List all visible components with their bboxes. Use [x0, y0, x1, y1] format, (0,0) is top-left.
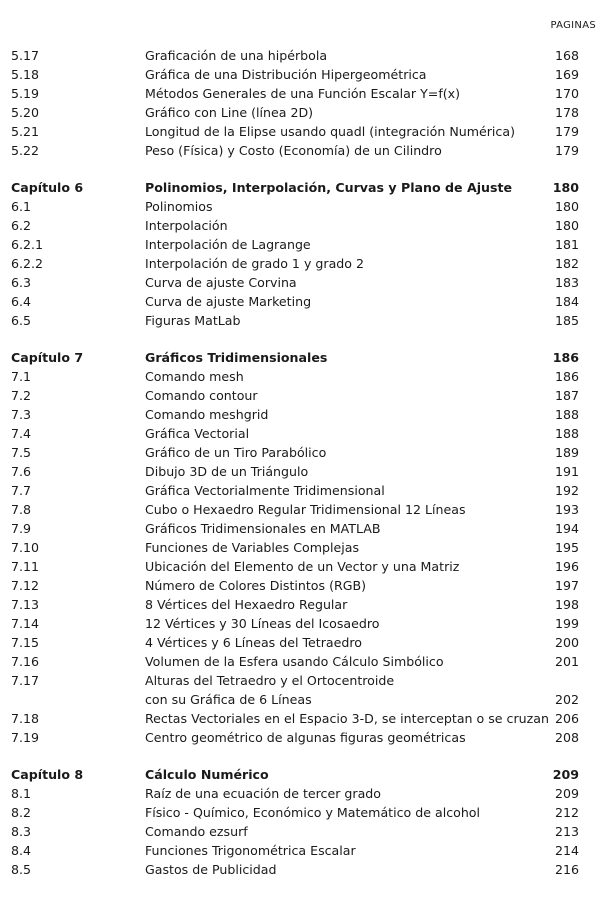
entry-title: Interpolación: [145, 218, 228, 233]
entry-page: 206: [554, 711, 579, 726]
entry-number: 7.2: [11, 388, 32, 403]
entry-title: Interpolación de grado 1 y grado 2: [145, 256, 365, 271]
entry-number: 8.4: [11, 843, 32, 858]
section-gap: [0, 330, 600, 348]
entry-title: Ubicación del Elemento de un Vector y una Matriz: [145, 559, 460, 574]
entry-title: Raíz de una ecuación de tercer grado: [145, 786, 381, 801]
toc-entry: [0, 822, 600, 841]
entry-page: 194: [554, 521, 579, 536]
entry-page: 182: [554, 256, 579, 271]
chapter-number: Capítulo 6: [11, 180, 84, 195]
entry-number: 6.1: [11, 199, 32, 214]
toc-entry: [0, 386, 600, 405]
toc-entry: [0, 803, 600, 822]
entry-number: 8.3: [11, 824, 32, 839]
entry-number: 6.4: [11, 294, 32, 309]
entry-page: 212: [554, 805, 579, 820]
toc-entry: [0, 292, 600, 311]
toc-entry: [0, 481, 600, 500]
entry-page: 188: [554, 407, 579, 422]
toc-entry: [0, 141, 600, 160]
entry-number: 7.3: [11, 407, 32, 422]
entry-title: Polinomios: [145, 199, 213, 214]
entry-number: 5.18: [11, 67, 40, 82]
entry-page: 169: [554, 67, 579, 82]
entry-title: Gráfica de una Distribución Hipergeométrica: [145, 67, 427, 82]
entry-page: 178: [554, 105, 579, 120]
chapter-title: Cálculo Numérico: [145, 767, 269, 782]
entry-page: 180: [554, 218, 579, 233]
entry-number: 6.2.1: [11, 237, 44, 252]
entry-title: Gráfico con Line (línea 2D): [145, 105, 314, 120]
toc-entry: [0, 671, 600, 690]
entry-number: 7.16: [11, 654, 40, 669]
entry-title: 12 Vértices y 30 Líneas del Icosaedro: [145, 616, 380, 631]
entry-number: 6.2.2: [11, 256, 44, 271]
entry-title: Curva de ajuste Corvina: [145, 275, 297, 290]
entry-page: 200: [554, 635, 579, 650]
entry-page: 195: [554, 540, 579, 555]
entry-page: 180: [554, 199, 579, 214]
entry-title: Rectas Vectoriales en el Espacio 3-D, se interceptan o se cruzan: [145, 711, 549, 726]
entry-page: 201: [554, 654, 579, 669]
pages-column-header: PAGINAS: [550, 20, 596, 31]
entry-title: Cubo o Hexaedro Regular Tridimensional 12 Líneas: [145, 502, 466, 517]
entry-number: 7.14: [11, 616, 40, 631]
section-gap: [0, 160, 600, 178]
entry-title: Funciones de Variables Complejas: [145, 540, 360, 555]
entry-number: 7.15: [11, 635, 40, 650]
entry-page: 185: [554, 313, 579, 328]
table-of-contents: [0, 46, 600, 879]
toc-entry: [0, 519, 600, 538]
toc-entry: [0, 633, 600, 652]
entry-title: 4 Vértices y 6 Líneas del Tetraedro: [145, 635, 362, 650]
entry-page: 179: [554, 124, 579, 139]
entry-number: 5.21: [11, 124, 40, 139]
entry-number: 7.11: [11, 559, 40, 574]
chapter-number: Capítulo 8: [11, 767, 84, 782]
toc-entry: [0, 367, 600, 386]
entry-title: Longitud de la Elipse usando quadl (integración Numérica): [145, 124, 515, 139]
toc-entry: [0, 197, 600, 216]
entry-title: Gráfica Vectorialmente Tridimensional: [145, 483, 385, 498]
entry-title: Alturas del Tetraedro y el Ortocentroide: [145, 673, 395, 688]
entry-number: 7.7: [11, 483, 32, 498]
toc-entry: [0, 443, 600, 462]
entry-title: Comando contour: [145, 388, 258, 403]
toc-entry: [0, 538, 600, 557]
entry-number: 8.5: [11, 862, 32, 877]
chapter-number: Capítulo 7: [11, 350, 84, 365]
entry-page: 198: [554, 597, 579, 612]
entry-title: 8 Vértices del Hexaedro Regular: [145, 597, 348, 612]
entry-title: Gráficos Tridimensionales en MATLAB: [145, 521, 381, 536]
entry-title: Comando mesh: [145, 369, 244, 384]
entry-number: 8.1: [11, 786, 32, 801]
entry-page: 183: [554, 275, 579, 290]
entry-title: Figuras MatLab: [145, 313, 241, 328]
toc-entry: [0, 65, 600, 84]
entry-page: 179: [554, 143, 579, 158]
toc-entry: [0, 235, 600, 254]
entry-title: Curva de ajuste Marketing: [145, 294, 312, 309]
toc-entry: [0, 405, 600, 424]
toc-entry: [0, 84, 600, 103]
toc-entry: [0, 728, 600, 747]
entry-title: Gráfico de un Tiro Parabólico: [145, 445, 327, 460]
toc-entry: [0, 595, 600, 614]
toc-entry: [0, 784, 600, 803]
entry-page: 208: [554, 730, 579, 745]
entry-number: 7.18: [11, 711, 40, 726]
entry-number: 5.17: [11, 48, 40, 63]
entry-page: 202: [554, 692, 579, 707]
entry-number: 7.10: [11, 540, 40, 555]
toc-entry: [0, 462, 600, 481]
entry-page: 196: [554, 559, 579, 574]
chapter-page: 209: [552, 767, 579, 782]
toc-entry: [0, 311, 600, 330]
entry-page: 187: [554, 388, 579, 403]
entry-page: 209: [554, 786, 579, 801]
entry-page: 214: [554, 843, 579, 858]
entry-page: 168: [554, 48, 579, 63]
toc-entry: [0, 860, 600, 879]
toc-entry: [0, 500, 600, 519]
entry-page: 186: [554, 369, 579, 384]
entry-title: Gastos de Publicidad: [145, 862, 277, 877]
chapter-title: Gráficos Tridimensionales: [145, 350, 328, 365]
entry-page: 193: [554, 502, 579, 517]
entry-page: 192: [554, 483, 579, 498]
toc-entry: [0, 557, 600, 576]
entry-page: 181: [554, 237, 579, 252]
entry-number: 7.5: [11, 445, 32, 460]
entry-number: 7.8: [11, 502, 32, 517]
entry-title: Interpolación de Lagrange: [145, 237, 311, 252]
entry-number: 7.13: [11, 597, 40, 612]
entry-number: 7.4: [11, 426, 32, 441]
entry-title: Gráfica Vectorial: [145, 426, 250, 441]
entry-page: 184: [554, 294, 579, 309]
toc-entry: [0, 103, 600, 122]
entry-number: 7.12: [11, 578, 40, 593]
entry-title: Comando meshgrid: [145, 407, 269, 422]
entry-title: Graficación de una hipérbola: [145, 48, 328, 63]
entry-page: 191: [554, 464, 579, 479]
entry-number: 6.5: [11, 313, 32, 328]
entry-number: 8.2: [11, 805, 32, 820]
entry-number: 5.20: [11, 105, 40, 120]
entry-page: 197: [554, 578, 579, 593]
chapter-page: 186: [552, 350, 579, 365]
entry-number: 7.6: [11, 464, 32, 479]
entry-number: 6.2: [11, 218, 32, 233]
chapter-heading: [0, 178, 600, 197]
toc-entry: [0, 576, 600, 595]
entry-number: 5.22: [11, 143, 40, 158]
entry-page: 216: [554, 862, 579, 877]
chapter-heading: [0, 348, 600, 367]
section-gap: [0, 747, 600, 765]
entry-title: Métodos Generales de una Función Escalar Y=f(x): [145, 86, 461, 101]
entry-title: Funciones Trigonométrica Escalar: [145, 843, 356, 858]
entry-number: 7.19: [11, 730, 40, 745]
toc-entry: [0, 424, 600, 443]
entry-page: 189: [554, 445, 579, 460]
entry-number: 7.1: [11, 369, 32, 384]
toc-entry: [0, 273, 600, 292]
toc-entry: [0, 216, 600, 235]
entry-title: Número de Colores Distintos (RGB): [145, 578, 367, 593]
chapter-title: Polinomios, Interpolación, Curvas y Plano de Ajuste: [145, 180, 513, 195]
toc-entry-continuation: [0, 690, 600, 709]
toc-entry: [0, 614, 600, 633]
entry-title: Volumen de la Esfera usando Cálculo Simbólico: [145, 654, 444, 669]
entry-title: Centro geométrico de algunas figuras geométricas: [145, 730, 466, 745]
toc-entry: [0, 122, 600, 141]
entry-title: Físico - Químico, Económico y Matemático de alcohol: [145, 805, 481, 820]
entry-number: 5.19: [11, 86, 40, 101]
entry-number: 6.3: [11, 275, 32, 290]
toc-entry: [0, 841, 600, 860]
entry-page: 188: [554, 426, 579, 441]
entry-title-continuation: con su Gráfica de 6 Líneas: [145, 692, 312, 707]
entry-page: 170: [554, 86, 579, 101]
toc-entry: [0, 46, 600, 65]
entry-title: Dibujo 3D de un Triángulo: [145, 464, 309, 479]
chapter-page: 180: [552, 180, 579, 195]
toc-entry: [0, 709, 600, 728]
entry-title: Peso (Física) y Costo (Economía) de un Cilindro: [145, 143, 442, 158]
toc-entry: [0, 254, 600, 273]
entry-page: 213: [554, 824, 579, 839]
entry-page: 199: [554, 616, 579, 631]
entry-number: 7.17: [11, 673, 40, 688]
entry-title: Comando ezsurf: [145, 824, 248, 839]
chapter-heading: [0, 765, 600, 784]
entry-number: 7.9: [11, 521, 32, 536]
toc-entry: [0, 652, 600, 671]
